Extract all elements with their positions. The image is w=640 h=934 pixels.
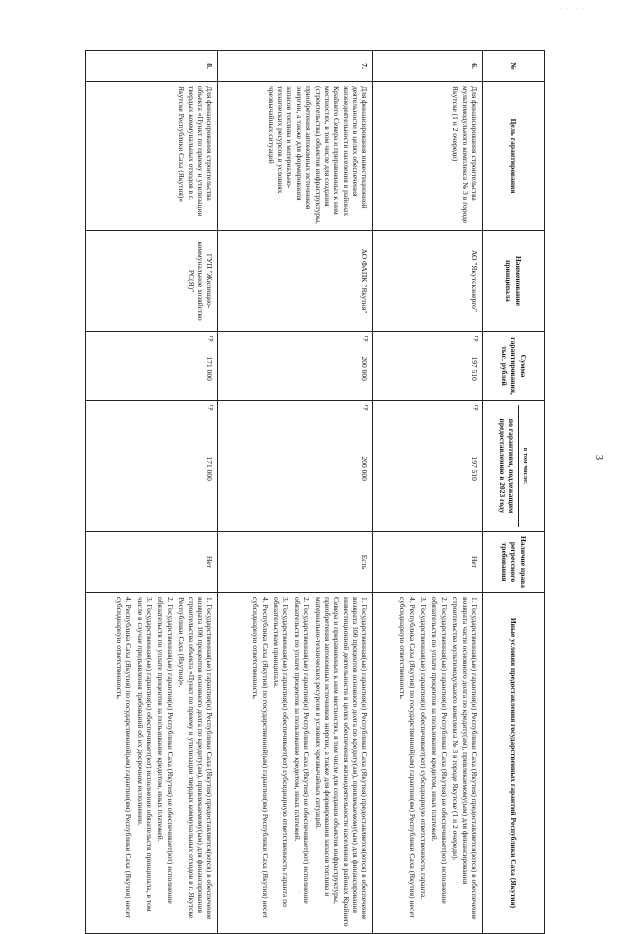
included-mark: гр [473,405,479,411]
scan-bottom-mark: · [298,890,300,896]
row-conditions [218,593,373,934]
sum-value: 197 510 [470,356,479,381]
included-value: 171 000 [205,456,215,481]
guarantee-table-sheet [85,50,545,927]
table-header-row [483,51,545,934]
condition-line: 3. Государственная(ые) гарантия(и) обеспечивает(ют) субсидиарную ответственность гаранта по обязательствам принципала. [272,597,291,907]
condition-line: 2. Государственная(ые) гарантия(и) Республики Саха (Якутия) не обеспечивает(ют) исполнение обязательств по уплате процентов за пользование кредитом, иных платежей. [292,597,312,904]
included-mark: гр [363,405,370,411]
row-conditions [373,593,483,934]
included-mark: гр [208,405,215,411]
condition-line: 2. Государственная(ые) гарантия(и) Республики Саха (Якутия) не обеспечивает(ют) исполнение обязательств по уплате процентов за пользование кредитом, иных платежей. [156,597,175,904]
guarantee-table [85,50,545,934]
row-sum [373,332,483,401]
header-included-label: по гарантиям, подлежащим предоставлению в 2023 году [497,418,517,514]
condition-line: 3. Государственная(ые) гарантия(и) обеспечивает(ют) исполнение обязательств принципала, в том числе в случае предъявления требований об их досрочном исполнении. [135,597,155,912]
included-value: 197 510 [470,456,479,481]
row-purpose: Для финансирования строительства мультимодульного комплекса № 3 в городе Якутске (1 и 2 очереди) [373,82,483,231]
row-regress: Нет [373,532,483,593]
page-number: 3 [593,455,604,460]
row-included [373,401,483,532]
scan-corner-mark: · · · · · [560,6,585,12]
condition-line: 3. Государственная(ые) гарантия(и) обеспечивает(ют) субсидиарную ответственность гаранта. [419,597,429,900]
table-row [86,51,218,934]
condition-line: 4. Республика Саха (Якутия) по государственной(ым) гарантии(ям) Республики Саха (Якутия) несет субсидиарную ответственность. [251,597,270,919]
row-principal: АО "Якутскэнерго" [373,231,483,332]
row-regress: Нет [86,532,218,593]
header-purpose: Цель гарантирования [483,82,545,231]
row-number: 8. [86,51,218,82]
row-sum [218,332,373,401]
condition-line: 1. Государственная(ые) гарантия(и) Республики Саха (Якутия) предоставляется(ются) в обеспечение возврата части основного долга по кредиту(ам), привлекаемому(ым) для финансирования строительства мультимодульного комплекса № 3 в городе Якутске (1 и 2 очереди). [451,597,479,920]
sum-mark: гр [208,336,215,342]
header-conditions: Иные условия предоставления государственных гарантий Республики Саха (Якутия) [483,593,545,934]
sum-value: 200 000 [360,356,370,381]
condition-line: 4. Республика Саха (Якутия) по государственной(ым) гарантии(ям) Республики Саха (Якутия) несет субсидиарную ответственность. [114,597,134,919]
header-num: № [483,51,545,82]
condition-line: 4. Республика Саха (Якутия) по государственной(ым) гарантии(ям) Республики Саха (Якутия) несет субсидиарную ответственность. [398,597,417,919]
row-number: 7. [218,51,373,82]
row-conditions [86,593,218,934]
row-principal: АО ФАПК "Якутия" [218,231,373,332]
sum-mark: гр [473,336,479,342]
header-regress: Наличие права регрессного требования [483,532,545,593]
condition-line: 1. Государственная(ые) гарантия(и) Республики Саха (Якутия) предоставляется(ются) в обеспечение возврата 100 процентов основного долга по кредиту(ам), привлекаемому(ым) для финансирования строительства объекта «Пункт по приему и утилизации твердых коммунальных отходов в г. Якутске Республики Саха (Якутия)». [177,597,215,920]
sum-mark: гр [363,336,370,342]
header-principal: Наименование принципала [483,231,545,332]
header-included-top: в том числе: [518,405,529,527]
included-value: 200 000 [360,456,370,481]
table-row [373,51,483,934]
table-row [218,51,373,934]
header-sum: Сумма гарантирования, тыс. рублей [483,332,545,401]
condition-line: 2. Государственная(ые) гарантия(и) Республики Саха (Якутия) не обеспечивает(ют) исполнение обязательств по уплате процентов за пользование кредитом, иных платежей. [430,597,449,904]
header-included [483,401,545,532]
row-purpose: Для финансирования строительства объекта «Пункт по приему и утилизации твердых коммунальных отходов в г. Якутске Республики Саха (Якутия)» [86,82,218,231]
row-sum [86,332,218,401]
condition-line: 1. Государственная(ые) гарантия(и) Республики Саха (Якутия) предоставляется(ются) в обеспечение возврата 100 процентов основного долга по кредиту(ам), привлекаемому(ым) для финансирования инвестиционной деятельности в целях обеспечения жизнедеятельности населения в районах Крайнего Севера и приравненных к ним местностях, в том числе для создания объектов инфраструктуры, приобретения автономных источников энергии, а также для формирования запасов топлива и материально-технических ресурсов в условиях чрезвычайных ситуаций. [313,597,370,927]
row-number: 6. [373,51,483,82]
row-included [86,401,218,532]
row-regress: Есть [218,532,373,593]
row-purpose: Для финансирования инвестиционной деятельности в целях обеспечения жизнедеятельности населения в районах Крайнего Севера и приравненных к ним местностях, в том числе для создания (строительства) объектов инфраструктуры, приобретения автономных источников энергии, а также для формирования запасов топлива и материально-технических ресурсов в условиях чрезвычайных ситуаций [218,82,373,231]
row-included [218,401,373,532]
row-principal: ГУП "Жилищно-коммунальное хозяйство РС(Я)" [86,231,218,332]
sum-value: 171 000 [205,356,215,381]
